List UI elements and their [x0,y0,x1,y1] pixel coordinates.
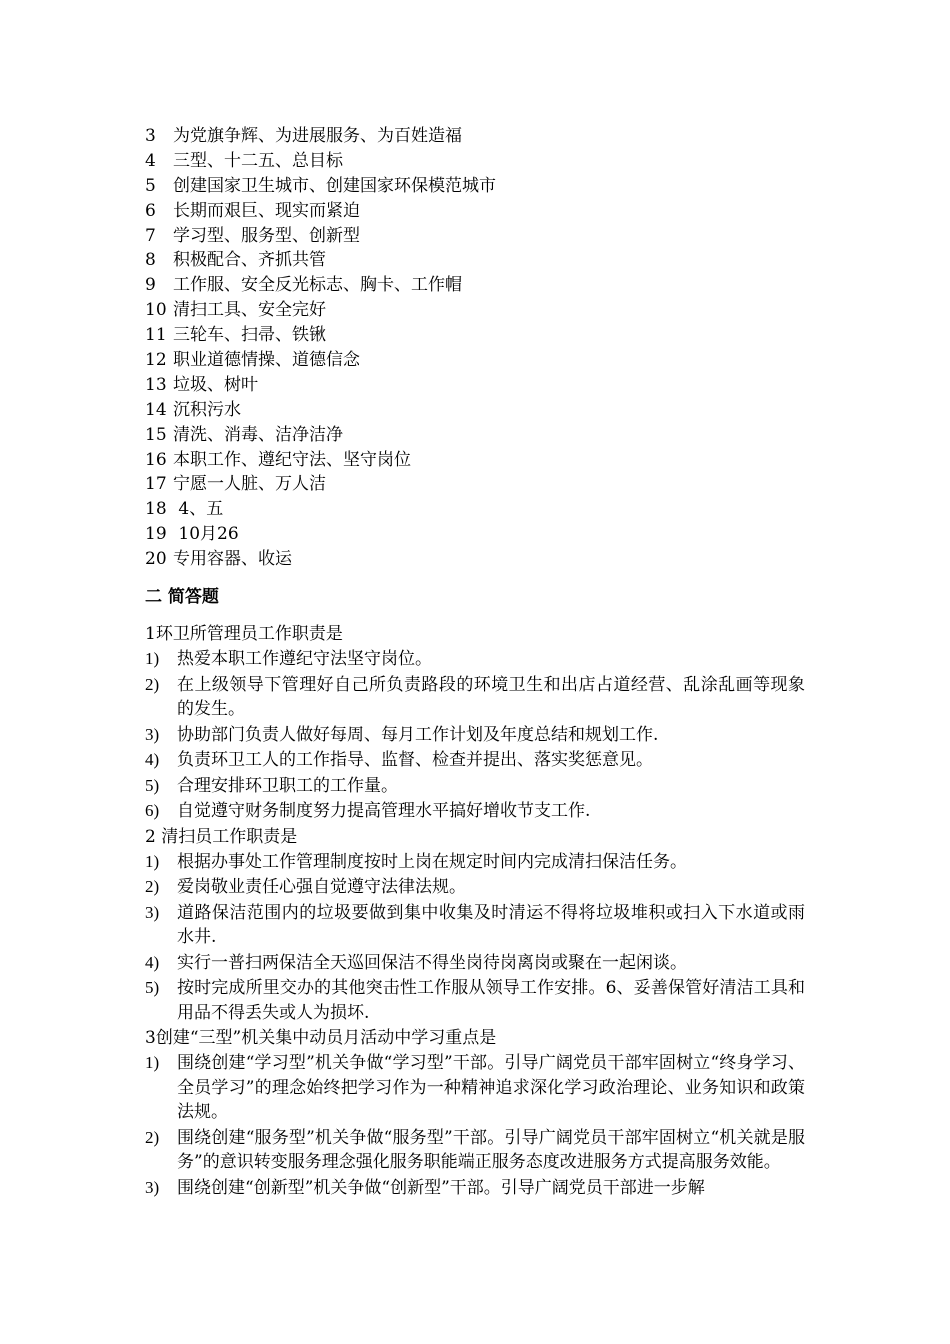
item-number: 18 [145,499,167,520]
item-text: 学习型、服务型、创新型 [173,225,360,246]
fill-in-item [145,149,825,174]
answer-list [145,1051,805,1200]
item-text: 为党旗争辉、为进展服务、为百姓造福 [173,126,462,146]
answer-item [145,850,805,875]
item-number: 3) [145,1177,160,1197]
item-text: 爱岗敬业责任心强自觉遵守法律法规。 [177,877,466,897]
item-number: 4) [145,952,160,972]
item-text: 围绕创建“创新型”机关争做“创新型”干部。引导广阔党员干部进一步解 [177,1177,705,1198]
item-text: 创建国家卫生城市、创建国家环保模范城市 [173,175,496,196]
item-text: 职业道德情操、道德信念 [173,350,360,371]
item-text: 工作服、安全反光标志、胸卡、工作帽 [173,275,462,296]
item-text: 宁愿一人脏、万人洁 [173,474,326,495]
fill-in-item [145,323,825,348]
item-text: 4、五 [173,499,224,520]
item-text: 本职工作、遵纪守法、坚守岗位 [173,449,411,470]
answer-item [145,673,805,722]
item-number: 1) [145,649,160,668]
item-text: 合理安排环卫职工的工作量。 [177,775,398,796]
fill-in-item [145,124,825,149]
fill-in-item [145,348,825,373]
item-text: 围绕创建“学习型”机关争做“学习型”干部。引导广阔党员干部牢固树立“终身学习、全员学习”的理念始终把学习作为一种精神追求深化学习政治理论、业务知识和政策法规。 [177,1053,805,1122]
question-heading: 2 清扫员工作职责是 [145,826,298,847]
item-text: 根据办事处工作管理制度按时上岗在规定时间内完成清扫保洁任务。 [177,851,687,872]
answer-item [145,1126,805,1175]
answer-item [145,748,805,773]
item-text: 在上级领导下管理好自己所负责路段的环境卫生和出店占道经营、乱涂乱画等现象的发生。 [177,674,805,719]
item-number: 17 [145,474,167,495]
fill-in-item [145,373,825,398]
item-text: 围绕创建“服务型”机关争做“服务型”干部。引导广阔党员干部牢固树立“机关就是服务”的意识转变服务理念强化服务职能端正服务态度改进服务方式提高服务效能。 [177,1127,805,1172]
answer-item [145,976,805,1025]
fill-in-item [145,273,825,298]
item-text: 协助部门负责人做好每周、每月工作计划及年度总结和规划工作. [177,724,659,745]
item-number: 7 [145,225,156,246]
fill-in-item [145,497,825,522]
answer-list [145,647,805,824]
question-heading: 3创建“三型”机关集中动员月活动中学习重点是 [145,1028,497,1048]
answer-item [145,799,805,824]
item-number: 3 [145,126,156,146]
answer-item [145,901,805,950]
item-number: 3) [145,902,160,922]
item-text: 自觉遵守财务制度努力提高管理水平搞好增收节支工作. [177,801,591,821]
item-text: 垃圾、树叶 [173,374,258,395]
item-number: 5 [145,175,156,196]
fill-in-answer-list [145,124,825,572]
item-number: 20 [145,549,167,570]
item-number: 12 [145,350,167,371]
item-number: 4 [145,150,156,171]
answer-list [145,850,805,1026]
item-text: 清洗、消毒、洁净洁净 [173,424,343,445]
item-text: 负责环卫工人的工作指导、监督、检查并提出、落实奖惩意见。 [177,750,653,770]
item-number: 6) [145,801,160,820]
item-number: 8 [145,250,156,271]
answer-item [145,951,805,976]
item-number: 13 [145,374,167,395]
item-text: 实行一普扫两保洁全天巡回保洁不得坐岗待岗离岗或聚在一起闲谈。 [177,952,687,973]
fill-in-item [145,522,825,547]
item-number: 2) [145,1127,160,1147]
item-number: 5) [145,775,160,795]
answer-item [145,723,805,748]
answer-item [145,1051,805,1125]
item-text: 清扫工具、安全完好 [173,300,326,321]
item-number: 5) [145,978,160,997]
question-2 [145,825,805,1026]
item-text: 道路保洁范围内的垃圾要做到集中收集及时清运不得将垃圾堆积或扫入下水道或雨水井. [177,902,805,947]
item-text: 按时完成所里交办的其他突击性工作服从领导工作安排。6、妥善保管好清洁工具和用品不得丢失或人为损坏. [177,978,805,1023]
fill-in-item [145,199,825,224]
answer-item [145,1176,805,1201]
question-3 [145,1026,805,1200]
section-title: 二 简答题 [145,587,219,607]
item-number: 16 [145,449,167,470]
item-number: 1) [145,1053,160,1072]
item-number: 10 [145,300,167,321]
answer-item [145,875,805,900]
fill-in-item [145,248,825,273]
fill-in-item [145,547,825,572]
item-number: 11 [145,325,167,346]
item-number: 1) [145,851,160,871]
fill-in-item [145,224,825,249]
item-number: 19 [145,524,167,545]
item-text: 长期而艰巨、现实而紧迫 [173,200,360,221]
item-number: 2) [145,877,160,896]
item-text: 积极配合、齐抓共管 [173,250,326,271]
answer-item [145,774,805,799]
fill-in-item [145,423,825,448]
fill-in-item [145,472,825,497]
fill-in-item [145,298,825,323]
fill-in-item [145,174,825,199]
item-text: 三型、十二五、总目标 [173,150,343,171]
question-heading: 1环卫所管理员工作职责是 [145,624,343,644]
item-number: 2) [145,674,160,694]
item-number: 6 [145,200,156,221]
item-text: 三轮车、扫帚、铁锹 [173,325,326,346]
item-number: 14 [145,399,167,420]
item-text: 10月26 [173,524,239,545]
short-answer-section [145,622,805,1201]
answer-item [145,647,805,672]
item-number: 4) [145,750,160,769]
item-number: 3) [145,724,160,744]
item-text: 沉积污水 [173,399,241,420]
item-number: 15 [145,424,167,445]
question-1 [145,622,805,824]
item-text: 专用容器、收运 [173,549,292,570]
fill-in-item [145,448,825,473]
fill-in-item [145,398,825,423]
item-text: 热爱本职工作遵纪守法坚守岗位。 [177,649,432,669]
item-number: 9 [145,275,156,296]
